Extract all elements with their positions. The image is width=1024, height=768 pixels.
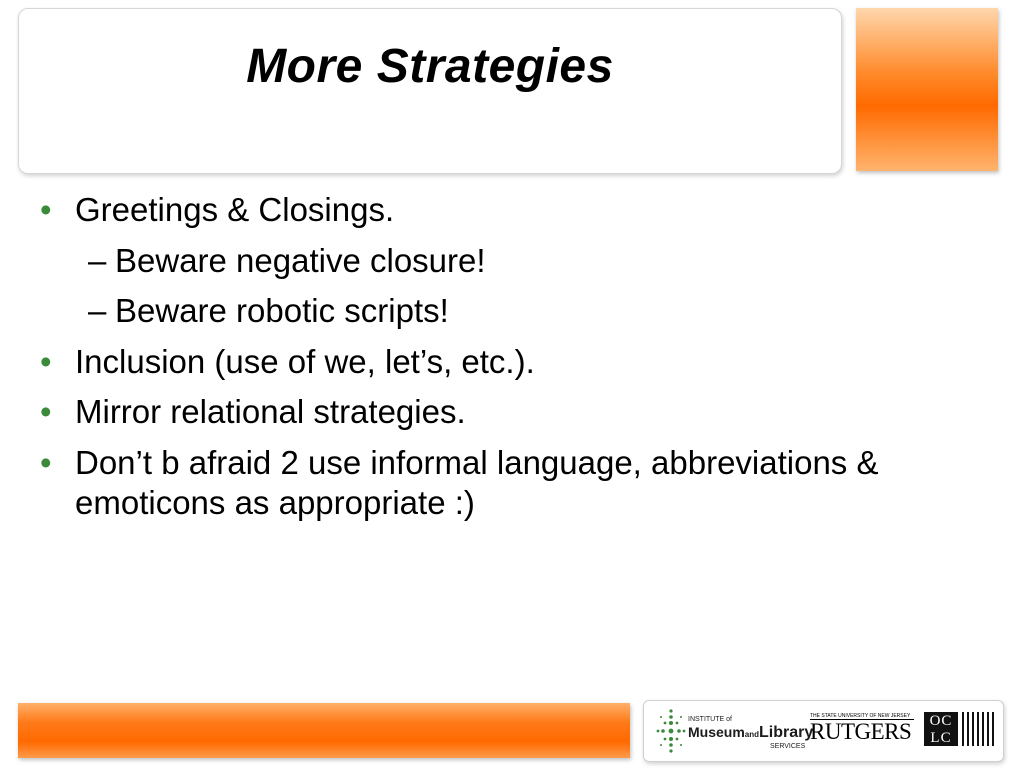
bullet-text: Inclusion (use of we, let’s, etc.). [75,342,535,380]
bullet-text: Don’t b afraid 2 use informal language, abbreviations & emoticons as appropriate :) [75,443,879,521]
dash-icon: – [88,292,107,330]
bullet-dot-icon: • [40,393,52,431]
imls-wordmark [688,716,813,751]
sub-bullet-item [40,291,940,331]
rutgers-wordmark: RUTGERS [810,719,914,744]
orange-footer-bar [18,703,630,758]
orange-decor-square [856,8,998,171]
bullet-dot-icon: • [40,443,52,481]
bullet-text: Greetings & Closings. [75,191,395,228]
dash-icon: – [88,241,107,279]
bullet-item [40,190,940,230]
bullet-item [40,392,940,432]
imls-line1: INSTITUTE of [688,716,732,723]
logo-strip [643,700,1004,762]
oclc-bars-icon [962,712,998,746]
oclc-box: OC LC [924,712,958,746]
bullet-text: Mirror relational strategies. [75,393,466,431]
bullet-item [40,443,940,522]
sub-bullet-text: Beware robotic scripts! [115,292,449,330]
bullet-dot-icon: • [40,342,52,380]
rutgers-tagline: THE STATE UNIVERSITY OF NEW JERSEY [810,713,911,719]
slide-content [40,190,940,533]
bullet-dot-icon: • [40,191,52,228]
sub-bullet-item [40,241,940,281]
imls-dots-icon [656,707,686,755]
slide-title: More Strategies [246,40,614,93]
bullet-item [40,342,940,382]
sub-bullet-text: Beware negative closure! [115,241,486,279]
rutgers-logo [810,713,914,749]
oclc-logo [924,711,1000,751]
title-box [18,8,842,174]
imls-line3: SERVICES [770,743,806,750]
imls-line2: MuseumandLibrary [688,724,814,741]
imls-logo [656,707,814,755]
